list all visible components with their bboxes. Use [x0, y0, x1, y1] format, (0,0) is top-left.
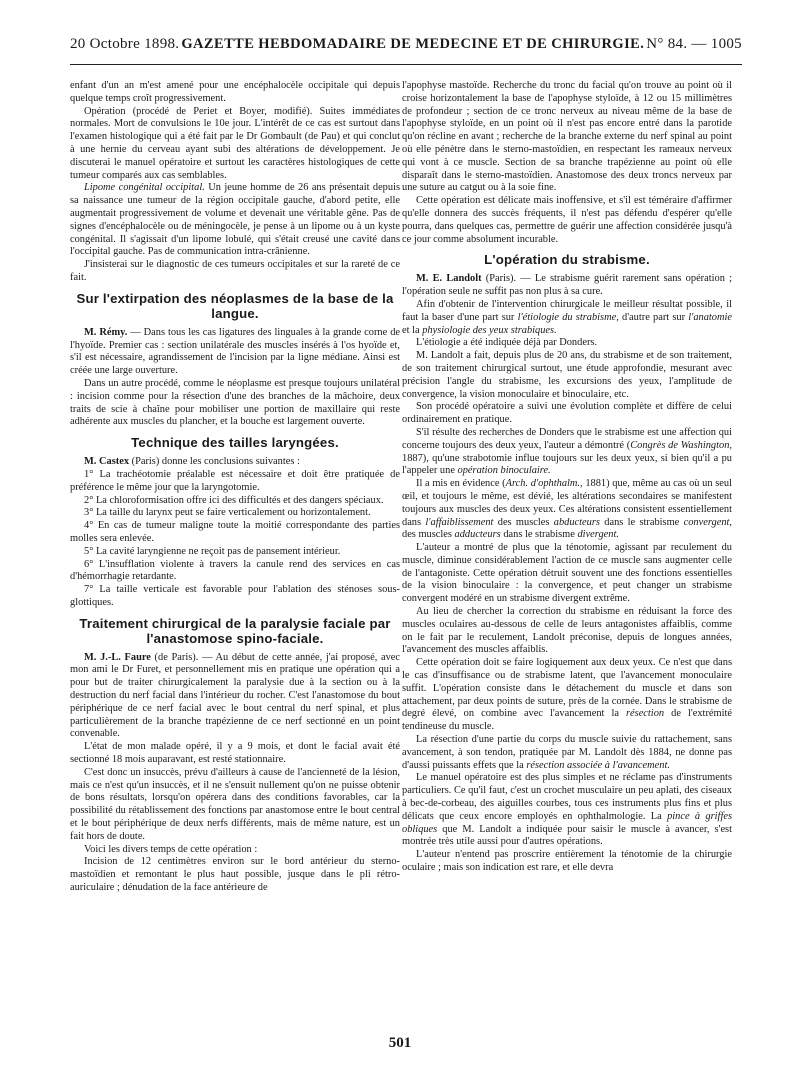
text-run: dans le strabisme: [599, 516, 684, 528]
section-heading: Traitement chirurgical de la paralysie faciale par l'anastomose spino-faciale.: [79, 615, 391, 646]
page-number: 501: [388, 1035, 412, 1051]
text-run: et la: [402, 324, 423, 336]
paragraph: enfant d'un an m'est amené pour une encéphalocèle occipitale qui depuis quelque temps croît progressivement.: [70, 80, 400, 104]
paragraph-text: — Dans tous les cas ligatures des linguales à la grande corne de l'hyoïde. Premier cas : section unilatérale des muscles insérés à l'os hyoïde et, s'il est nécessaire, agrandissement de l'incision par la ligne médiane. Ainsi est créée une large ouverture.: [70, 326, 400, 377]
text-run: d'autre part sur: [618, 311, 689, 323]
paragraph: [70, 652, 400, 742]
italic-run: opération binoculaire.: [457, 465, 551, 477]
paragraph: [70, 327, 400, 378]
paragraph: [402, 427, 732, 478]
list-item: 3° La taille du larynx peut se faire verticalement ou horizontalement.: [84, 507, 371, 519]
paragraph: Dans un autre procédé, comme le néoplasme est presque toujours unilatéral : incision comme pour la résection d'une des branches de la mâchoire, deux traits de scie à chaîne pour mobiliser une portion de maxillaire qui reste adhérente aux muscles du plancher, et la bouche est largement ouverte.: [70, 377, 400, 428]
italic-run: résection: [626, 708, 665, 720]
italic-run: abducteurs: [553, 516, 600, 528]
paragraph: C'est donc un insuccès, prévu d'ailleurs à cause de l'ancienneté de la lésion, mais ce n'est qu'un insuccès, et il ne s'ensuit nullement qu'on ne puisse obtenir de bons résultats, lorsqu'on opérera dans des conditions favorables, car la possibilité du rétablissement des fonctions par anastomose entre le bout central et le bout périphérique de deux nerfs différents, mais de même nature, est un fait hors de doute.: [70, 766, 400, 842]
header-issue-page: N° 84. — 1005: [646, 36, 742, 52]
running-header: [70, 36, 742, 60]
paragraph: [402, 273, 732, 299]
paragraph: Cette opération est délicate mais inoffensive, et s'il est téméraire d'affirmer qu'elle donnera des succès fréquents, il n'est pas défendu d'espérer qu'elle pourra, dans quelques cas, permettre de guérir une affection considérée jusqu'à ce jour comme absolument incurable.: [402, 195, 732, 245]
author-name: M. E. Landolt: [416, 273, 482, 285]
paragraph: [70, 456, 400, 469]
italic-run: pince à griffes obliques: [402, 810, 732, 835]
text-run: S'il résulte des recherches de Donders que le strabisme est une affection qui concerne toujours des deux yeux, l'auteur a démontré (: [402, 426, 732, 451]
text-run: des muscles: [402, 529, 455, 541]
italic-run: divergent.: [577, 529, 619, 541]
paragraph: l'apophyse mastoïde. Recherche du tronc du facial qu'on trouve au point où il croise horizontalement la base de l'apophyse styloïde, à 12 ou 15 millimètres de profondeur ; section de ce tronc nerveux au niveau même de la base de l'apophyse styloïde, en un point où il n'est pas encore entré dans la parotide qu'on récline en avant ; recherche de la branche externe du nerf spinal au point où elle pénètre dans le sterno-mastoïdien, en respectant les rameaux nerveux qui vont à ce muscle. Section de sa branche trapézienne au point où elle disparaît dans le sterno-mastoïdien. Anastomose des deux troncs nerveux par une suture au catgut ou à la soie fine.: [402, 80, 732, 194]
italic-run: l'étiologie du strabisme,: [517, 311, 619, 323]
text-run: Il a mis en évidence (: [416, 478, 506, 490]
text-run: Le manuel opératoire est des plus simples et ne réclame pas d'instruments particuliers. Ce qu'il faut, c'est un crochet musculaire un peu aplati, des ciseaux à bec-de-corbeau, des aiguilles courbes, tous ces instruments plus fins et plus délicats que ceux encore employés en ophthalmologie. La: [402, 772, 732, 822]
header-date: 20 Octobre 1898.: [70, 36, 180, 52]
section-heading: L'opération du strabisme.: [484, 252, 650, 268]
italic-run: résection associée à l'avancement.: [526, 759, 670, 771]
italic-run: physiologie des yeux strabiques.: [422, 324, 557, 336]
paragraph: M. Landolt a fait, depuis plus de 20 ans, du strabisme et de son traitement, de son traitement chirurgical surtout, une étude approfondie, mesurant avec précision l'angle du strabisme, les excursions des yeux, l'amplitude de convergence, la vision monoculaire et binoculaire, etc.: [402, 350, 732, 400]
paragraph: L'étiologie a été indiquée déjà par Donders.: [416, 337, 598, 349]
text-run: de l'extrémité tendineuse du muscle.: [402, 708, 732, 733]
paragraph: L'état de mon malade opéré, il y a 9 mois, et dont le facial avait été sectionné 18 mois auparavant, est resté stationnaire.: [70, 741, 400, 766]
paragraph: J'insisterai sur le diagnostic de ces tumeurs occipitales et sur la rareté de ce fait.: [70, 259, 400, 283]
italic-run: adducteurs: [454, 529, 501, 541]
text-run: 1887), qu'une strabotomie influe toujours sur les deux yeux, si bien qu'il a pu l'appeler une: [402, 452, 732, 477]
paragraph: [402, 299, 732, 337]
italic-run: convergent,: [683, 516, 732, 528]
list-item: 4° En cas de tumeur maligne toute la moitié correspondante des parties molles sera enlevée.: [70, 520, 400, 544]
italic-run: Congrès de Washington,: [630, 439, 732, 451]
paragraph: [402, 772, 732, 849]
paragraph: [70, 182, 400, 259]
list-item: 5° La cavité laryngienne ne reçoit pas de pansement intérieur.: [84, 545, 341, 557]
paragraph: L'auteur a montré de plus que la ténotomie, agissant par reculement du muscle, diminue considérablement l'action de ce muscle sans augmenter celle de l'antagoniste. Cette opération détruit souvent une des fonctions essentielles de la vision binoculaire : la convergence, et peut changer un strabisme convergent modéré en un strabisme divergent extrême.: [402, 542, 732, 605]
author-name: M. Rémy.: [84, 326, 128, 338]
text-run: Afin d'obtenir de l'intervention chirurgicale le meilleur résultat possible, il faut la baser d'une part sur: [402, 298, 732, 323]
italic-run: l'affaiblissement: [425, 516, 494, 528]
italic-run: l'anatomie: [688, 311, 732, 323]
right-column: [402, 80, 732, 875]
list-item: 2° La chloroformisation offre ici des difficultés et des dangers spéciaux.: [84, 494, 384, 506]
left-column: [70, 80, 400, 895]
paragraph: Son procédé opératoire a suivi une évolution complète et diffère de celui ordinairement en pratique.: [402, 401, 732, 426]
paragraph: Incision de 12 centimètres environ sur le bord antérieur du sterno-mastoïdien et remontant le plus haut possible, jusque dans le pli rétro-auriculaire ; dénudation de la face antérieure de: [70, 856, 400, 894]
paragraph-text: (de Paris). — Au début de cette année, j'ai proposé, avec mon ami le Dr Furet, et personnellement mis en pratique une opération qui a pour but de traiter chirurgicalement la paralysie due à la section ou à la destruction du nerf facial dans l'intérieur du rocher. C'est l'anastomose du bout périphérique de ce nerf facial avec le bout central du nerf spinal, et plus particulièrement de la branche trapézienne de ce nerf sectionné en un point convenable.: [70, 651, 400, 740]
text-run: des muscles: [493, 516, 554, 528]
list-item: 7° La taille verticale est favorable pour l'ablation des sténoses sous-glottiques.: [70, 584, 400, 608]
paragraph: Au lieu de chercher la correction du strabisme en réduisant la force des muscles oculaires au-dessous de celle de leurs antagonistes affaiblis, comme on le fait par le reculement, Landolt préconise, depuis de longues années, l'avancement des muscles affaiblis.: [402, 606, 732, 656]
list-item: 6° L'insufflation violente à travers la canule rend des services en cas d'hémorrhagie retardante.: [70, 558, 400, 583]
paragraph-text: (Paris). — Le strabisme guérit rarement sans opération ; l'opération seule ne suffit pas non plus à sa cure.: [402, 273, 732, 298]
case-text: Un jeune homme de 26 ans présentait depuis sa naissance une tumeur de la région occipitale gauche, d'abord petite, elle augmentait progressivement de volume et devenait une véritable gêne. Pas de signes d'encéphalocèle ou de méningocèle, je pense à un lipome ou à un kyste congénital. Il s'agissait d'un lipome lobulé, qui s'était creusé une cavité dans l'occipital gauche. Pas de communication intra-crânienne.: [70, 182, 401, 258]
italic-run: Arch. d'ophthalm.,: [505, 478, 583, 490]
paragraph: Opération (procédé de Periet et Boyer, modifié). Suites immédiates normales. Mort de convulsions le 10e jour. L'intérêt de ce cas est surtout dans l'examen histologique qui a été fait par le Dr Gombault (de Pau) et qui conclut à une hernie du cerveau ayant subi des altérations de développement. Je discuterai le manuel opératoire et surtout les caractères histologiques de cette tumeur comparés aux cas semblables.: [70, 105, 400, 181]
text-run: dans le strabisme: [500, 529, 578, 541]
case-title: Lipome congénital occipital.: [84, 182, 205, 194]
paragraph: L'auteur n'entend pas proscrire entièrement la ténotomie de la chirurgie oculaire ; mais son indication est rare, et elle devra: [402, 849, 732, 874]
section-heading: Technique des tailles laryngées.: [131, 435, 339, 451]
paragraph: Voici les divers temps de cette opération :: [84, 843, 258, 855]
header-journal-title: GAZETTE HEBDOMADAIRE DE MEDECINE ET DE CHIRURGIE.: [181, 36, 645, 52]
paragraph: [402, 734, 732, 772]
author-name: M. J.-L. Faure: [84, 651, 151, 663]
header-rule: [70, 64, 742, 65]
list-item: 1° La trachéotomie préalable est nécessaire et doit être pratiquée de préférence le même jour que la laryngotomie.: [70, 468, 400, 493]
paragraph: [402, 657, 732, 734]
text-run: La résection d'une partie du corps du muscle suivie du rattachement, sans avancement, à son tendon, pratiquée par M. Landolt dès 1884, ne donne pas d'aussi puissants effets que la: [402, 734, 732, 771]
author-name: M. Castex: [84, 456, 130, 468]
text-run: 1881) que, même au cas où un seul œil, et toujours le même, est dévié, les altérations secondaires se manifestent toujours aux muscles des deux yeux. Ces altérations consistent essentiellement dans: [402, 478, 733, 528]
text-run: Cette opération doit se faire logiquement aux deux yeux. Ce n'est que dans le cas d'insuffisance ou de strabisme latent, que l'avancement monoculaire suffit. L'opération consiste dans le détachement du muscle et dans son attachement, par deux points de suture, près de la cornée. Dans le strabisme de degré élevé, on combine avec l'avancement la: [402, 657, 732, 720]
paragraph: [402, 478, 732, 542]
paragraph-text: (Paris) donne les conclusions suivantes :: [129, 456, 300, 468]
text-run: que M. Landolt a indiquée pour saisir le muscle à avancer, s'est montrée très utile aussi pour d'autres opérations.: [402, 823, 732, 848]
section-heading: Sur l'extirpation des néoplasmes de la base de la langue.: [76, 290, 394, 321]
